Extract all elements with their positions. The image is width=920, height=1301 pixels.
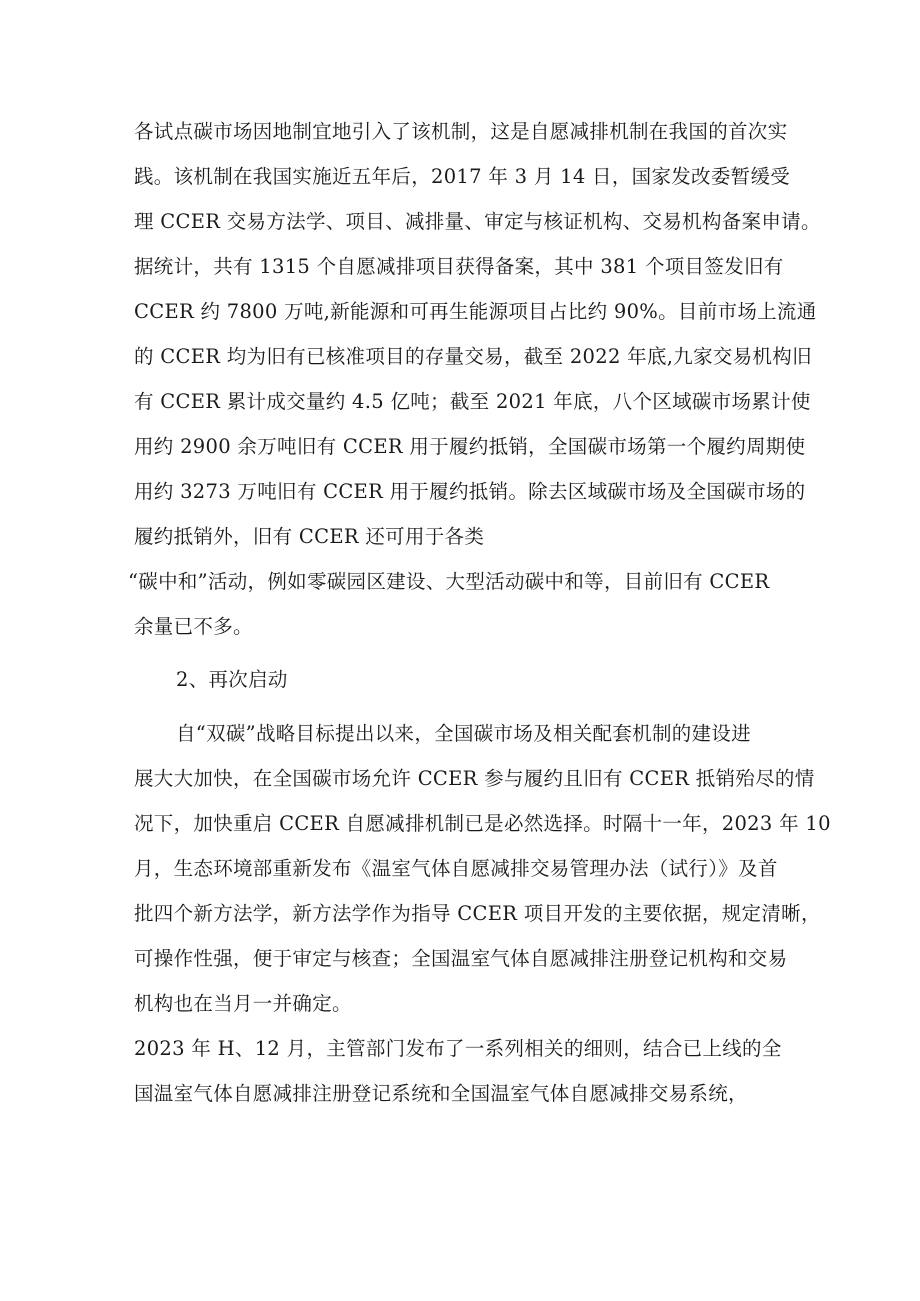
text-line: 国温室气体自愿减排注册登记系统和全国温室气体自愿减排交易系统，: [134, 1082, 748, 1105]
text-line: 可操作性强，便于审定与核查；全国温室气体自愿减排注册登记机构和交易: [134, 947, 788, 970]
text-line: CCER 约 7800 万吨,新能源和可再生能源项目占比约 90%。目前市场上流通: [134, 300, 817, 323]
text-line: 履约抵销外，旧有 CCER 还可用于各类: [134, 525, 485, 548]
text-line: 机构也在当月一并确定。: [134, 992, 352, 1015]
section-heading: 2、再次启动: [176, 668, 288, 691]
text-line: 2023 年 H、12 月，主管部门发布了一系列相关的细则，结合已上线的全: [134, 1037, 782, 1060]
text-line: 的 CCER 均为旧有已核准项目的存量交易，截至 2022 年底,九家交易机构旧: [134, 345, 812, 368]
text-line: 据统计，共有 1315 个自愿减排项目获得备案，其中 381 个项目签发旧有: [134, 255, 784, 278]
text-line: 践。该机制在我国实施近五年后，2017 年 3 月 14 日，国家发改委暂缓受: [134, 165, 791, 188]
text-line: 况下，加快重启 CCER 自愿减排机制已是必然选择。时隔十一年，2023 年 10: [134, 812, 831, 835]
text-line: 理 CCER 交易方法学、项目、减排量、审定与核证机构、交易机构备案申请。: [134, 210, 821, 233]
text-line: 用约 2900 余万吨旧有 CCER 用于履约抵销，全国碳市场第一个履约周期使: [134, 435, 806, 458]
text-line: 批四个新方法学，新方法学作为指导 CCER 项目开发的主要依据，规定清晰，: [134, 902, 821, 925]
text-line: 有 CCER 累计成交量约 4.5 亿吨；截至 2021 年底，八个区域碳市场累计使: [134, 390, 811, 413]
text-line: 自“双碳”战略目标提出以来，全国碳市场及相关配套机制的建设进: [176, 722, 751, 745]
text-line: 余量已不多。: [134, 615, 253, 638]
text-line: 月，生态环境部重新发布《温室气体自愿减排交易管理办法（试行）》及首: [134, 857, 778, 880]
text-line: “碳中和”活动，例如零碳园区建设、大型活动碳中和等，目前旧有 CCER: [128, 570, 770, 593]
text-line: 用约 3273 万吨旧有 CCER 用于履约抵销。除去区域碳市场及全国碳市场的: [134, 480, 806, 503]
text-line: 展大大加快，在全国碳市场允许 CCER 参与履约且旧有 CCER 抵销殆尽的情: [134, 767, 815, 790]
text-line: 各试点碳市场因地制宜地引入了该机制，这是自愿减排机制在我国的首次实: [134, 120, 788, 143]
